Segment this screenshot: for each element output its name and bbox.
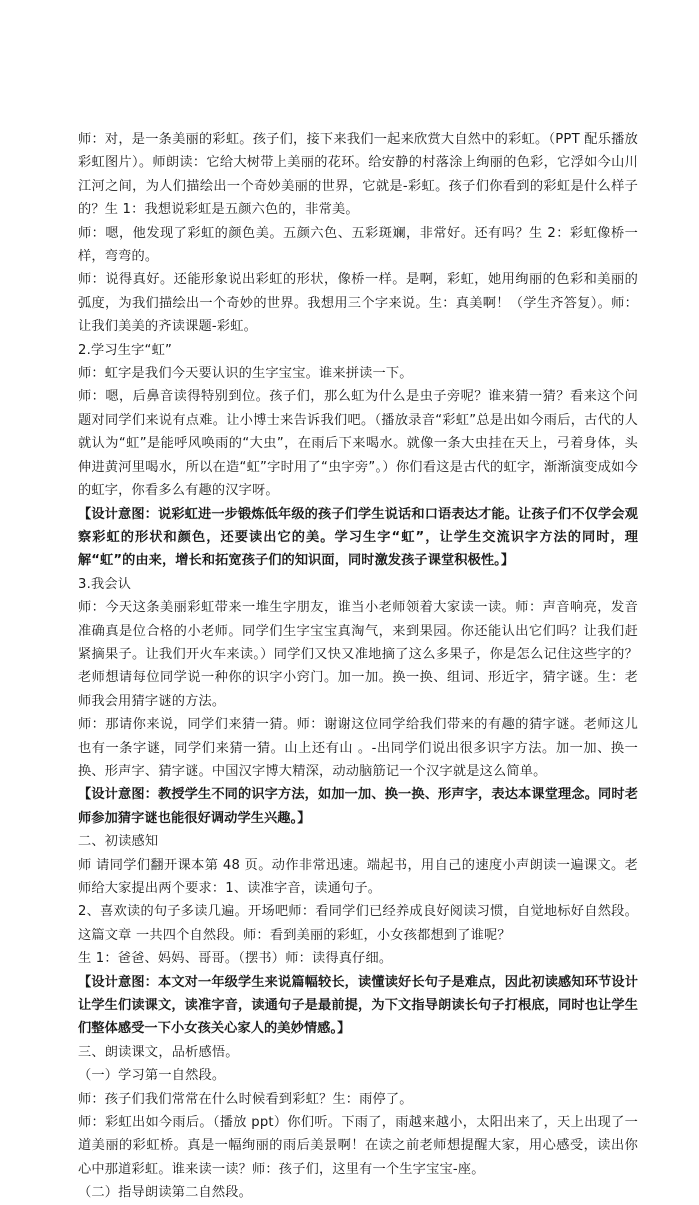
subsection-heading: （二）指导朗读第二自然段。 bbox=[78, 1185, 253, 1201]
subsection-heading: （一）学习第一自然段。 bbox=[78, 1068, 226, 1084]
design-intent-note: 【设计意图：说彩虹进一步锻炼低年级的孩子们学生说话和口语表达才能。让孩子们不仅学会观察彩虹的形状和颜色，还要读出它的美。学习生字“虹”，让学生交流识字方法的同时，理解“虹”的由来，增长和拓宽孩子们的知识面，同时激发孩子课堂积极性。】 bbox=[78, 506, 638, 569]
section-heading: 2.学习生字“虹” bbox=[78, 342, 172, 358]
paragraph: 师：嗯，后鼻音读得特别到位。孩子们，那么虹为什么是虫子旁呢？谁来猜一猜？看来这个问题对同学们来说有点难。让小博士来告诉我们吧。（播放录音“彩虹”总是出如今雨后，古代的人就认为“虹”是能呼风唤雨的“大虫”，在雨后下来喝水。就像一条大虫挂在天上，弓着身体，头伸进黄河里喝水，所以在造“虹”字时用了“虫字旁”。）你们看这是古代的虹字，渐渐演变成如今的虹字，你看多么有趣的汉字呀。 bbox=[78, 389, 638, 499]
paragraph: 师：对，是一条美丽的彩虹。孩子们，接下来我们一起来欣赏大自然中的彩虹。（PPT 配乐播放彩虹图片）。师朗读：它给大树带上美丽的花环。给安静的村落涂上绚丽的色彩，它浮如今山川江河之间，为人们描绘出一个奇妙美丽的世界，它就是-彩虹。孩子们你看到的彩虹是什么样子的？生 1：我想说彩虹是五颜六色的，非常美。 bbox=[78, 132, 638, 218]
paragraph: 生 1：爸爸、妈妈、哥哥。（摆书）师：读得真仔细。 bbox=[78, 951, 393, 967]
paragraph: 师：说得真好。还能形象说出彩虹的形状，像桥一样。是啊，彩虹，她用绚丽的色彩和美丽的弧度，为我们描绘出一个奇妙的世界。我想用三个字来说。生：真美啊！（学生齐答复）。师：让我们美美的齐读课题-彩虹。 bbox=[78, 272, 638, 335]
paragraph: 师 请同学们翻开课本第 48 页。动作非常迅速。端起书，用自己的速度小声朗读一遍课文。老师给大家提出两个要求：1、读准字音，读通句子。 bbox=[78, 857, 638, 896]
document-page bbox=[78, 128, 638, 1205]
paragraph: 师：那请你来说，同学们来猜一猜。师：谢谢这位同学给我们带来的有趣的猜字谜。老师这儿也有一条字谜，同学们来猜一猜。山上还有山 。-出同学们说出很多识字方法。加一加、换一换、形声字、猜字谜。中国汉字博大精深，动动脑筋记一个汉字就是这么简单。 bbox=[78, 717, 638, 779]
paragraph: 师：孩子们我们常常在什么时候看到彩虹？生：雨停了。 bbox=[78, 1091, 413, 1107]
paragraph: 师：今天这条美丽彩虹带来一堆生字朋友，谁当小老师领着大家读一读。师：声音响亮，发音准确真是位合格的小老师。同学们生字宝宝真淘气，来到果园。你还能认出它们吗？让我们赶紧摘果子。让我们开火车来读。）同学们又快又准地摘了这么多果子，你是怎么记住这些字的？老师想请每位同学说一种你的识字小窍门。加一加。换一换、组词、形近字，猜字谜。生：老师我会用猜字谜的方法。 bbox=[78, 600, 638, 709]
paragraph: 师：虹字是我们今天要认识的生字宝宝。谁来拼读一下。 bbox=[78, 366, 413, 382]
paragraph: 师：嗯，他发现了彩虹的颜色美。五颜六色、五彩斑斓，非常好。还有吗？生 2：彩虹像桥一样，弯弯的。 bbox=[78, 225, 638, 265]
paragraph: 师：彩虹出如今雨后。（播放 ppt）你们听。下雨了，雨越来越小，太阳出来了，天上出现了一道美丽的彩虹桥。真是一幅绚丽的雨后美景啊！在读之前老师想提醒大家，用心感受，读出你心中那道彩虹。谁来读一读？师：孩子们，这里有一个生字宝宝-座。 bbox=[78, 1115, 638, 1177]
section-heading: 二、初读感知 bbox=[78, 834, 159, 850]
section-heading: 三、朗读课文，品析感悟。 bbox=[78, 1044, 239, 1060]
section-heading: 3.我会认 bbox=[78, 576, 132, 592]
design-intent-note: 【设计意图：教授学生不同的识字方法，如加一加、换一换、形声字，表达本课堂理念。同时老师参加猜字谜也能很好调动学生兴趣。】 bbox=[78, 787, 638, 826]
paragraph: 2、喜欢读的句子多读几遍。开场吧师：看同学们已经养成良好阅读习惯，自觉地标好自然段。这篇文章 一共四个自然段。师：看到美丽的彩虹，小女孩都想到了谁呢？ bbox=[78, 904, 638, 943]
design-intent-note: 【设计意图：本文对一年级学生来说篇幅较长，读懂读好长句子是难点，因此初读感知环节设计让学生们读课文，读准字音，读通句子是最前提，为下文指导朗读长句子打根底，同时也让学生们整体感受一下小女孩关心家人的美妙情感。】 bbox=[78, 974, 638, 1037]
